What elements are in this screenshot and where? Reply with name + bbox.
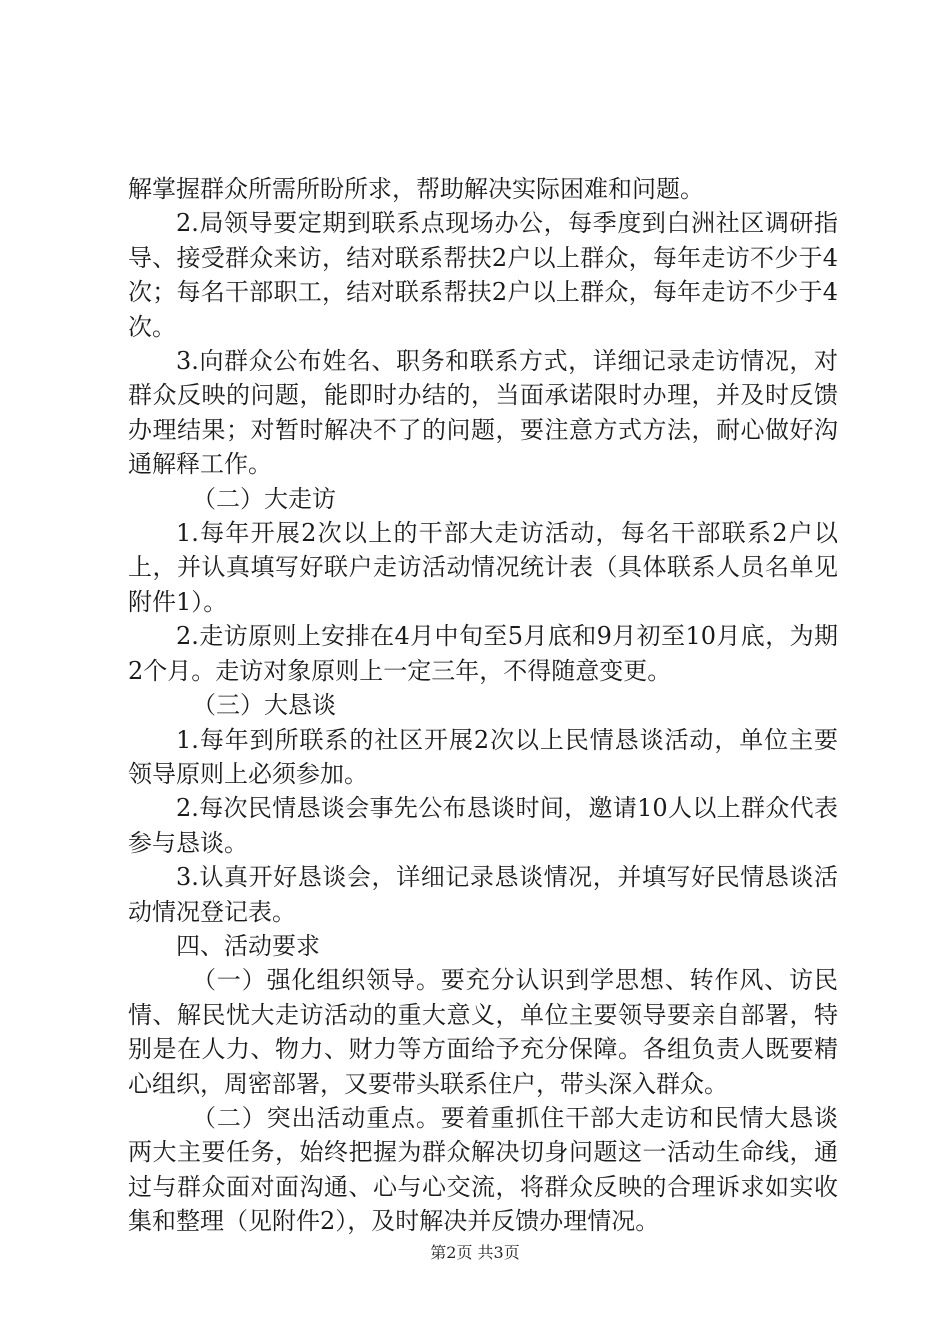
paragraph-talk-2: 2.每次民情恳谈会事先公布恳谈时间，邀请10人以上群众代表参与恳谈。: [128, 794, 838, 857]
paragraph-talk-3: 3.认真开好恳谈会，详细记录恳谈情况，并填写好民情恳谈活动情况登记表。: [128, 863, 838, 926]
paragraph-item-2: 2.局领导要定期到联系点现场办公，每季度到白洲社区调研指导、接受群众来访，结对联系帮扶2户以上群众，每年走访不少于4次；每名干部职工，结对联系帮扶2户以上群众，每年走访不少于4次。: [128, 209, 838, 341]
paragraph-item-3: 3.向群众公布姓名、职务和联系方式，详细记录走访情况，对群众反映的问题，能即时办结的，当面承诺限时办理，并及时反馈办理结果；对暂时解决不了的问题，要注意方式方法，耐心做好沟通解释工作。: [128, 347, 838, 479]
paragraph-visit-2: 2.走访原则上安排在4月中旬至5月底和9月初至10月底，为期2个月。走访对象原则上一定三年，不得随意变更。: [128, 622, 838, 685]
paragraph-requirement-1: （一）强化组织领导。要充分认识到学思想、转作风、访民情、解民忧大走访活动的重大意义，单位主要领导要亲自部署，特别是在人力、物力、财力等方面给予充分保障。各组负责人既要精心组织，周密部署，又要带头联系住户，带头深入群众。: [128, 966, 838, 1098]
paragraph-continuation: 解掌握群众所需所盼所求，帮助解决实际困难和问题。: [128, 175, 704, 203]
section-heading-requirements: 四、活动要求: [176, 931, 320, 960]
page-number-label: 第2页 共3页: [430, 1243, 520, 1262]
paragraph-requirement-2: （二）突出活动重点。要着重抓住干部大走访和民情大恳谈两大主要任务，始终把握为群众解决切身问题这一活动生命线，通过与群众面对面沟通、心与心交流，将群众反映的合理诉求如实收集和整理（见附件2），及时解决并反馈办理情况。: [128, 1103, 838, 1236]
paragraph-visit-1: 1.每年开展2次以上的干部大走访活动，每名干部联系2户以上，并认真填写好联户走访活动情况统计表（具体联系人员名单见附件1）。: [128, 519, 838, 616]
section-heading-big-visit: （二）大走访: [192, 484, 336, 513]
section-heading-big-talk: （三）大恳谈: [192, 691, 336, 720]
paragraph-talk-1: 1.每年到所联系的社区开展2次以上民情恳谈活动，单位主要领导原则上必须参加。: [128, 725, 838, 788]
document-body: [128, 172, 838, 1239]
page-footer: [0, 1243, 950, 1263]
